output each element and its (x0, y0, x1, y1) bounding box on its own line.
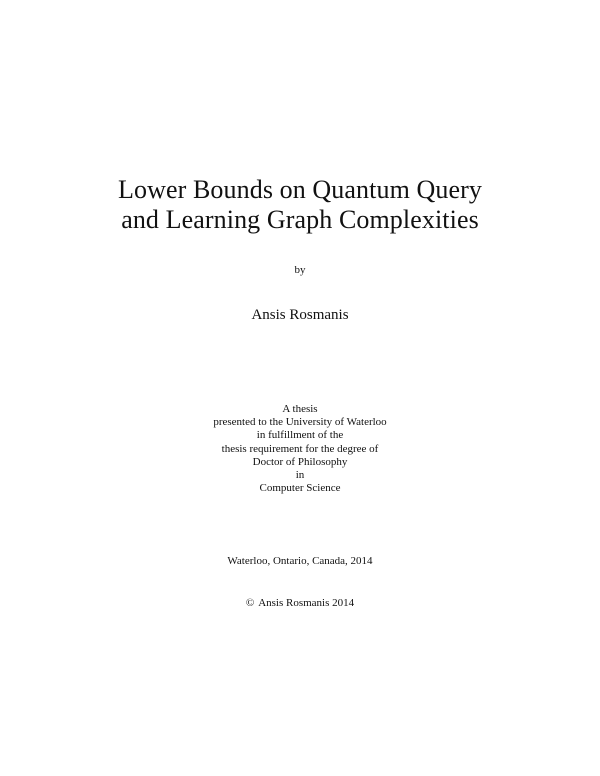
author-name: Ansis Rosmanis (251, 307, 349, 323)
thesis-line: A thesis (282, 403, 318, 415)
copyright-icon: © (245, 597, 255, 609)
thesis-line: thesis requirement for the degree of (221, 442, 379, 455)
thesis-line: Computer Science (259, 482, 341, 495)
thesis-line: presented to the University of Waterloo (213, 416, 387, 429)
place-and-year: Waterloo, Ontario, Canada, 2014 (227, 555, 373, 567)
thesis-line: in fulfillment of the (256, 429, 344, 442)
copyright-notice (0, 596, 600, 610)
by-label: by (294, 264, 306, 276)
copyright-text: Ansis Rosmanis 2014 (258, 597, 355, 609)
thesis-line: in (295, 469, 305, 482)
title-line-2: and Learning Graph Complexities (121, 205, 479, 234)
thesis-statement (0, 403, 600, 495)
title-line-1: Lower Bounds on Quantum Query (118, 175, 482, 204)
thesis-line: Doctor of Philosophy (252, 455, 348, 468)
